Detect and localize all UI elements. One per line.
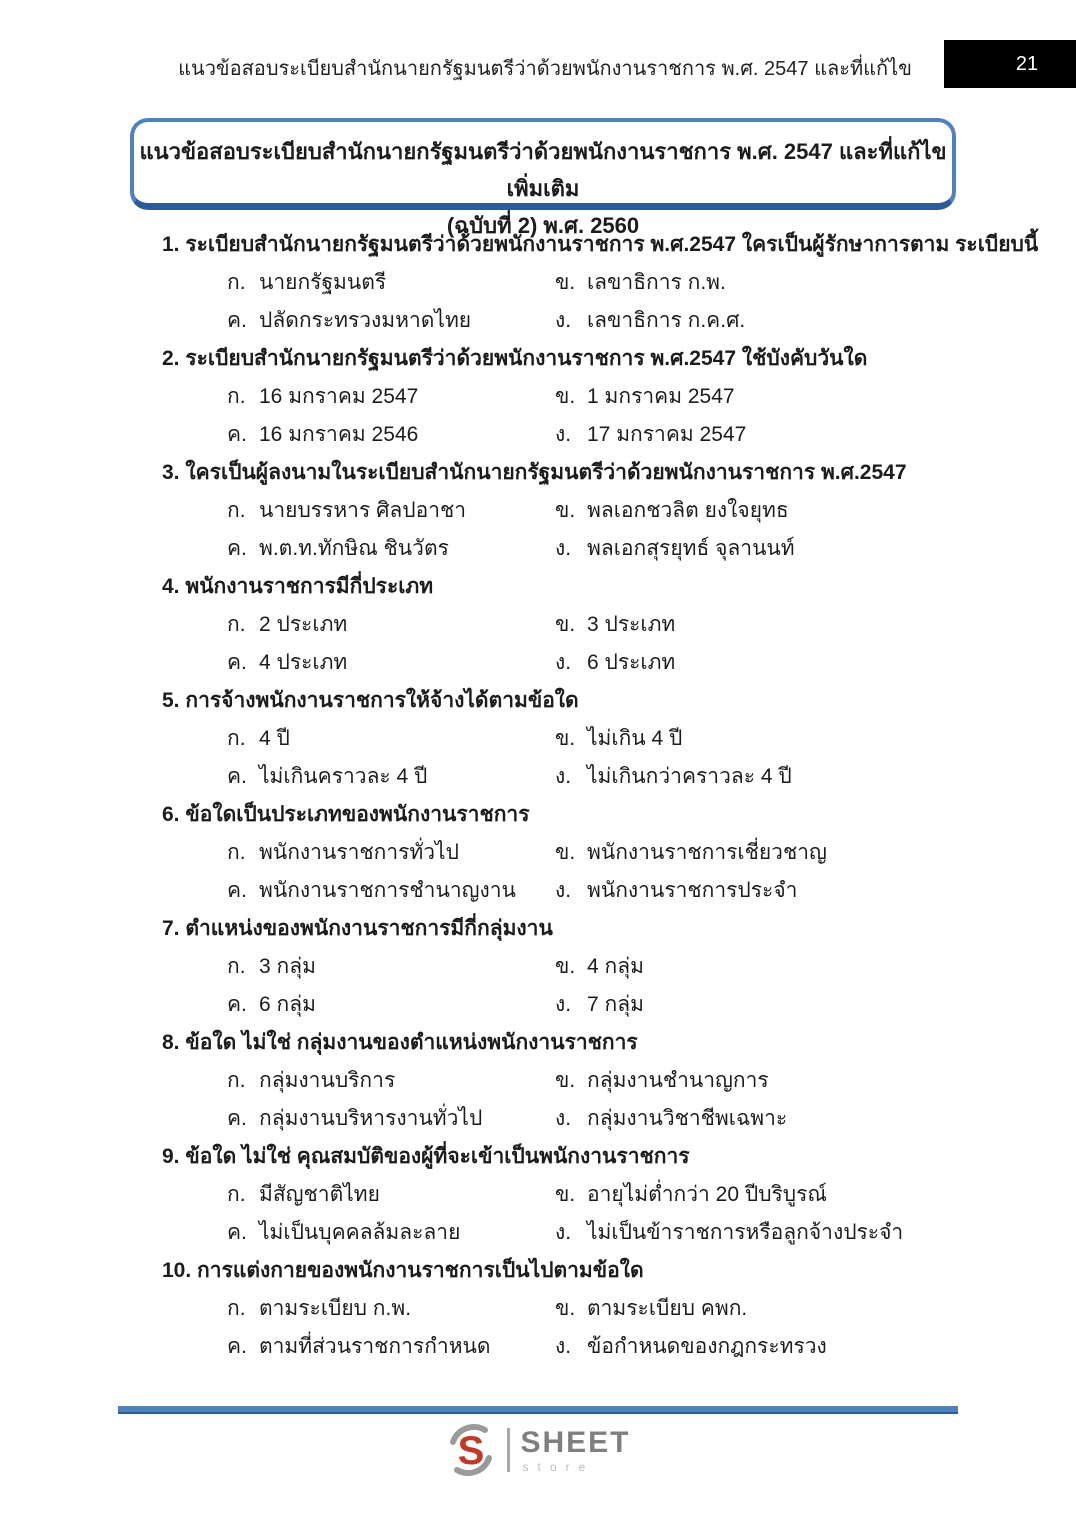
option-label: ค.: [227, 1221, 247, 1244]
logo-wordmark: [520, 1425, 631, 1474]
option: [227, 644, 555, 682]
question-number: 3.: [162, 461, 180, 484]
question-number: 1.: [162, 233, 180, 256]
option-label: ข.: [555, 385, 576, 408]
option-label: ค.: [227, 879, 247, 902]
option: [227, 378, 555, 416]
question-list: [130, 226, 1039, 1366]
option: [555, 872, 960, 910]
option-label: ง.: [555, 765, 572, 788]
option: [555, 720, 960, 758]
exam-title-box: [130, 118, 956, 238]
logo-word-sheet: SHEET: [520, 1425, 631, 1459]
sheet-store-logo-icon: [445, 1424, 497, 1476]
option-text: กลุ่มงานบริการ: [259, 1069, 396, 1092]
option-text: มีสัญชาติไทย: [259, 1183, 380, 1206]
question-number: 6.: [162, 803, 180, 826]
page-number-box: [944, 40, 1076, 88]
options-grid: [130, 1176, 960, 1252]
option-label: ค.: [227, 651, 247, 674]
option: [555, 302, 960, 340]
question-number: 7.: [162, 917, 180, 940]
option-text: ตามระเบียบ ก.พ.: [259, 1297, 412, 1320]
page-header: [130, 40, 1076, 88]
option-label: ก.: [227, 955, 246, 978]
option-text: ไม่เกินคราวละ 4 ปี: [259, 765, 428, 788]
option: [227, 492, 555, 530]
option: [555, 1100, 960, 1138]
question-number: 9.: [162, 1145, 180, 1168]
option-text: กลุ่มงานวิชาชีพเฉพาะ: [587, 1107, 788, 1130]
option: [555, 1214, 960, 1252]
options-grid: [130, 606, 960, 682]
option: [227, 1100, 555, 1138]
option-label: ค.: [227, 765, 247, 788]
question-title: ระเบียบสำนักนายกรัฐมนตรีว่าด้วยพนักงานราชการ พ.ศ.2547 ใครเป็นผู้รักษาการตาม ระเบียบนี้: [185, 233, 1039, 256]
options-grid: [130, 378, 960, 454]
option-text: พนักงานราชการเชี่ยวชาญ: [587, 841, 827, 864]
option: [227, 1214, 555, 1252]
question-text: [130, 1252, 960, 1290]
question-block: [130, 796, 960, 910]
sheet-store-logo: [0, 1424, 1076, 1476]
option-label: ค.: [227, 1335, 247, 1358]
option-label: ข.: [555, 271, 576, 294]
question-block: [130, 340, 960, 454]
option-text: 4 ประเภท: [259, 651, 348, 674]
option-text: เลขาธิการ ก.พ.: [587, 271, 726, 294]
option-label: ข.: [555, 841, 576, 864]
option-label: ข.: [555, 1183, 576, 1206]
option: [555, 264, 960, 302]
option: [227, 948, 555, 986]
option: [555, 948, 960, 986]
option-text: 16 มกราคม 2547: [259, 385, 419, 408]
question-title: ใครเป็นผู้ลงนามในระเบียบสำนักนายกรัฐมนตรีว่าด้วยพนักงานราชการ พ.ศ.2547: [185, 461, 907, 484]
option-text: กลุ่มงานชำนาญการ: [587, 1069, 769, 1092]
option: [227, 606, 555, 644]
option-label: ข.: [555, 727, 576, 750]
option-text: ตามที่ส่วนราชการกำหนด: [259, 1335, 491, 1358]
option-text: นายบรรหาร ศิลปอาชา: [259, 499, 467, 522]
option-label: ค.: [227, 1107, 247, 1130]
question-title: การจ้างพนักงานราชการให้จ้างได้ตามข้อใด: [185, 689, 579, 712]
option-text: ไม่เกินกว่าคราวละ 4 ปี: [587, 765, 792, 788]
option-label: ข.: [555, 955, 576, 978]
option-label: ก.: [227, 271, 246, 294]
question-title: ระเบียบสำนักนายกรัฐมนตรีว่าด้วยพนักงานราชการ พ.ศ.2547 ใช้บังคับวันใด: [185, 347, 868, 370]
question-block: [130, 226, 1039, 340]
option: [227, 416, 555, 454]
question-text: [130, 568, 960, 606]
option-text: 6 ประเภท: [587, 651, 676, 674]
logo-word-store: store: [522, 1459, 595, 1474]
question-title: ตำแหน่งของพนักงานราชการมีกี่กลุ่มงาน: [185, 917, 553, 940]
option-label: ง.: [555, 879, 572, 902]
option-text: พนักงานราชการทั่วไป: [259, 841, 459, 864]
question-block: [130, 454, 960, 568]
option-label: ง.: [555, 309, 572, 332]
option-label: ง.: [555, 993, 572, 1016]
option-label: ก.: [227, 385, 246, 408]
question-title: ข้อใด ไม่ใช่ กลุ่มงานของตำแหน่งพนักงานราชการ: [185, 1031, 638, 1054]
option-label: ค.: [227, 309, 247, 332]
option-label: ง.: [555, 651, 572, 674]
options-grid: [130, 1062, 960, 1138]
option-text: 7 กลุ่ม: [587, 993, 644, 1016]
option-text: 3 กลุ่ม: [259, 955, 316, 978]
option-text: ปลัดกระทรวงมหาดไทย: [259, 309, 472, 332]
logo-divider-bar: [507, 1428, 510, 1472]
option-text: เลขาธิการ ก.ค.ศ.: [587, 309, 746, 332]
option-text: 17 มกราคม 2547: [587, 423, 747, 446]
question-number: 8.: [162, 1031, 180, 1054]
option: [227, 1290, 555, 1328]
option: [555, 1290, 960, 1328]
option-label: ง.: [555, 1335, 572, 1358]
option-text: 16 มกราคม 2546: [259, 423, 419, 446]
question-text: [130, 682, 960, 720]
option-text: พลเอกสุรยุทธ์ จุลานนท์: [587, 537, 795, 560]
question-title: ข้อใด ไม่ใช่ คุณสมบัติของผู้ที่จะเข้าเป็นพนักงานราชการ: [185, 1145, 690, 1168]
question-text: [130, 1138, 960, 1176]
option-text: กลุ่มงานบริหารงานทั่วไป: [259, 1107, 483, 1130]
option-text: พนักงานราชการชำนาญงาน: [259, 879, 516, 902]
option: [555, 606, 960, 644]
option-label: ข.: [555, 1069, 576, 1092]
option-label: ง.: [555, 1107, 572, 1130]
option: [227, 720, 555, 758]
option: [227, 1176, 555, 1214]
option-label: ง.: [555, 423, 572, 446]
option: [555, 644, 960, 682]
svg-text:S: S: [458, 1429, 485, 1473]
option-label: ข.: [555, 613, 576, 636]
option: [555, 530, 960, 568]
option-label: ค.: [227, 423, 247, 446]
option-label: ก.: [227, 1183, 246, 1206]
question-number: 5.: [162, 689, 180, 712]
question-block: [130, 910, 960, 1024]
option-text: ข้อกำหนดของกฎกระทรวง: [587, 1335, 827, 1358]
question-text: [130, 910, 960, 948]
option-label: ก.: [227, 499, 246, 522]
option-text: 2 ประเภท: [259, 613, 348, 636]
option: [555, 416, 960, 454]
exam-title-line-2: (ฉบับที่ 2) พ.ศ. 2560: [446, 213, 640, 238]
option: [555, 492, 960, 530]
footer-divider-rule: [118, 1406, 958, 1414]
option-text: 4 กลุ่ม: [587, 955, 644, 978]
option: [555, 1176, 960, 1214]
option: [555, 834, 960, 872]
option-label: ก.: [227, 613, 246, 636]
option: [555, 758, 960, 796]
question-block: [130, 1024, 960, 1138]
option-label: ง.: [555, 1221, 572, 1244]
option-text: พ.ต.ท.ทักษิณ ชินวัตร: [259, 537, 449, 560]
option-label: ก.: [227, 1297, 246, 1320]
options-grid: [130, 948, 960, 1024]
option: [227, 302, 555, 340]
options-grid: [130, 492, 960, 568]
question-number: 2.: [162, 347, 180, 370]
option-text: 4 ปี: [259, 727, 290, 750]
option: [555, 986, 960, 1024]
options-grid: [130, 834, 960, 910]
question-number: 10.: [162, 1259, 192, 1282]
exam-title-line-1: แนวข้อสอบระเบียบสำนักนายกรัฐมนตรีว่าด้วยพนักงานราชการ พ.ศ. 2547 และที่แก้ไขเพิ่มเติม: [139, 139, 947, 201]
option-text: 3 ประเภท: [587, 613, 676, 636]
question-block: [130, 1138, 960, 1252]
option: [227, 986, 555, 1024]
option-text: ตามระเบียบ คพก.: [587, 1297, 748, 1320]
options-grid: [130, 1290, 960, 1366]
question-number: 4.: [162, 575, 180, 598]
option-label: ก.: [227, 1069, 246, 1092]
question-block: [130, 682, 960, 796]
option: [555, 1062, 960, 1100]
question-text: [130, 796, 960, 834]
option-text: พลเอกชวลิต ยงใจยุทธ: [587, 499, 789, 522]
question-title: การแต่งกายของพนักงานราชการเป็นไปตามข้อใด: [197, 1259, 644, 1282]
question-title: พนักงานราชการมีกี่ประเภท: [185, 575, 434, 598]
option-text: ไม่เกิน 4 ปี: [587, 727, 683, 750]
option: [227, 1062, 555, 1100]
options-grid: [130, 720, 960, 796]
question-title: ข้อใดเป็นประเภทของพนักงานราชการ: [185, 803, 530, 826]
option-label: ค.: [227, 993, 247, 1016]
question-text: [130, 226, 1039, 264]
option-text: ไม่เป็นข้าราชการหรือลูกจ้างประจำ: [587, 1221, 904, 1244]
option-text: 1 มกราคม 2547: [587, 385, 735, 408]
option-label: ค.: [227, 537, 247, 560]
question-text: [130, 340, 960, 378]
question-text: [130, 454, 960, 492]
option-label: ข.: [555, 499, 576, 522]
header-running-title: แนวข้อสอบระเบียบสำนักนายกรัฐมนตรีว่าด้วยพนักงานราชการ พ.ศ. 2547 และที่แก้ไข: [178, 58, 912, 80]
option-text: พนักงานราชการประจำ: [587, 879, 798, 902]
option-label: ข.: [555, 1297, 576, 1320]
options-grid: [130, 264, 960, 340]
question-text: [130, 1024, 960, 1062]
option-text: 6 กลุ่ม: [259, 993, 316, 1016]
option-text: อายุไม่ต่ำกว่า 20 ปีบริบูรณ์: [587, 1183, 827, 1206]
option: [227, 872, 555, 910]
option-label: ง.: [555, 537, 572, 560]
option: [555, 378, 960, 416]
option: [555, 1328, 960, 1366]
question-block: [130, 568, 960, 682]
option: [227, 758, 555, 796]
option: [227, 834, 555, 872]
option: [227, 1328, 555, 1366]
option: [227, 530, 555, 568]
option-label: ก.: [227, 727, 246, 750]
page-number: 21: [1015, 52, 1039, 75]
question-block: [130, 1252, 960, 1366]
option-label: ก.: [227, 841, 246, 864]
option-text: ไม่เป็นบุคคลล้มละลาย: [259, 1221, 461, 1244]
option: [227, 264, 555, 302]
option-text: นายกรัฐมนตรี: [259, 271, 387, 294]
